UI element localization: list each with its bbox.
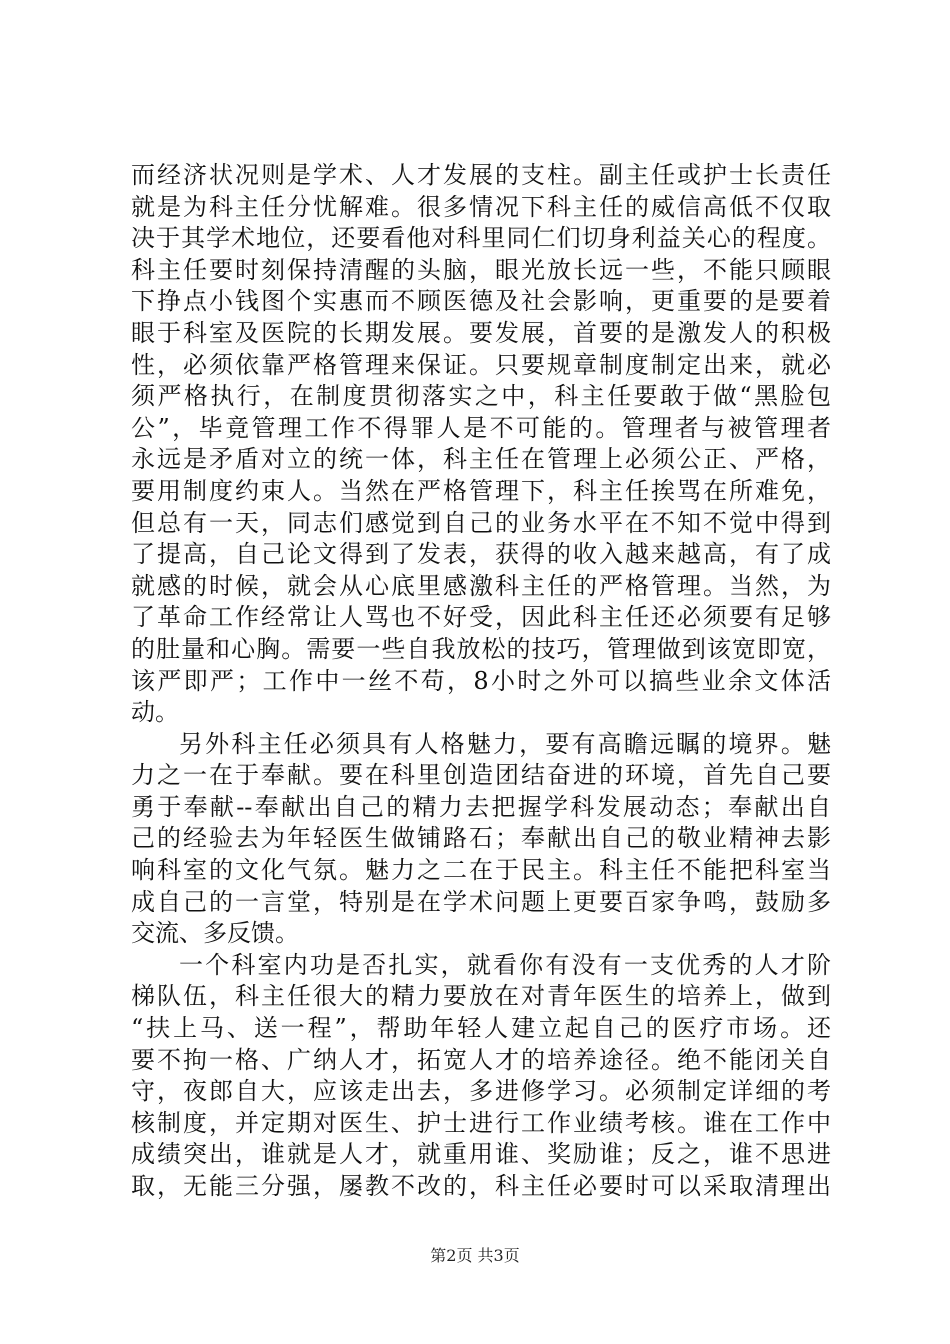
text-line: 就感的时候，就会从心底里感激科主任的严格管理。当然，为	[131, 571, 831, 600]
text-line: 但总有一天，同志们感觉到自己的业务水平在不知不觉中得到	[131, 508, 831, 537]
text-line: 动。	[131, 698, 179, 727]
page-footer: 第2页 共3页	[430, 1246, 520, 1265]
text-line: 了革命工作经常让人骂也不好受，因此科主任还必须要有足够	[131, 603, 831, 632]
text-line: 性，必须依靠严格管理来保证。只要规章制度制定出来，就必	[131, 350, 831, 379]
text-line: 眼于科室及医院的长期发展。要发展，首要的是激发人的积极	[131, 318, 831, 347]
text-line: 一个科室内功是否扎实，就看你有没有一支优秀的人才阶	[179, 950, 831, 979]
text-line: 永远是矛盾对立的统一体，科主任在管理上必须公正、严格，	[131, 445, 831, 474]
text-line: 的肚量和心胸。需要一些自我放松的技巧，管理做到该宽即宽，	[131, 634, 831, 663]
text-line: 核制度，并定期对医生、护士进行工作业绩考核。谁在工作中	[131, 1108, 831, 1137]
text-line: “扶上马、送一程”，帮助年轻人建立起自己的医疗市场。还	[131, 1014, 831, 1043]
text-line: 力之一在于奉献。要在科里创造团结奋进的环境，首先自己要	[131, 761, 831, 790]
text-line: 该严即严；工作中一丝不苟，8小时之外可以搞些业余文体活	[131, 666, 831, 695]
text-line: 己的经验去为年轻医生做铺路石；奉献出自己的敬业精神去影	[131, 824, 831, 853]
text-line: 公”，毕竟管理工作不得罪人是不可能的。管理者与被管理者	[131, 413, 831, 442]
text-line: 决于其学术地位，还要看他对科里同仁们切身利益关心的程度。	[131, 224, 831, 253]
text-line: 要不拘一格、广纳人才，拓宽人才的培养途径。绝不能闭关自	[131, 1045, 831, 1074]
text-line: 勇于奉献--奉献出自己的精力去把握学科发展动态；奉献出自	[131, 792, 831, 821]
text-line: 须严格执行，在制度贯彻落实之中，科主任要敢于做“黑脸包	[131, 382, 831, 411]
text-line: 而经济状况则是学术、人才发展的支柱。副主任或护士长责任	[131, 161, 831, 189]
text-line: 科主任要时刻保持清醒的头脑，眼光放长远一些，不能只顾眼	[131, 255, 831, 284]
text-line: 梯队伍，科主任很大的精力要放在对青年医生的培养上，做到	[131, 982, 831, 1011]
text-line: 取，无能三分强，屡教不改的，科主任必要时可以采取清理出	[131, 1172, 831, 1200]
text-line: 成自己的一言堂，特别是在学术问题上更要百家争鸣，鼓励多	[131, 887, 831, 916]
body-text	[131, 160, 831, 1203]
text-line: 下挣点小钱图个实惠而不顾医德及社会影响，更重要的是要着	[131, 287, 831, 316]
text-line: 另外科主任必须具有人格魅力，要有高瞻远瞩的境界。魅	[179, 729, 831, 758]
text-line: 守，夜郎自大，应该走出去，多进修学习。必须制定详细的考	[131, 1077, 831, 1106]
text-line: 成绩突出，谁就是人才，就重用谁、奖励谁；反之，谁不思进	[131, 1140, 831, 1169]
text-line: 响科室的文化气氛。魅力之二在于民主。科主任不能把科室当	[131, 856, 831, 885]
text-line: 要用制度约束人。当然在严格管理下，科主任挨骂在所难免，	[131, 476, 831, 505]
text-line: 就是为科主任分忧解难。很多情况下科主任的威信高低不仅取	[131, 192, 831, 221]
text-line: 交流、多反馈。	[131, 919, 299, 948]
text-line: 了提高，自己论文得到了发表，获得的收入越来越高，有了成	[131, 540, 831, 569]
